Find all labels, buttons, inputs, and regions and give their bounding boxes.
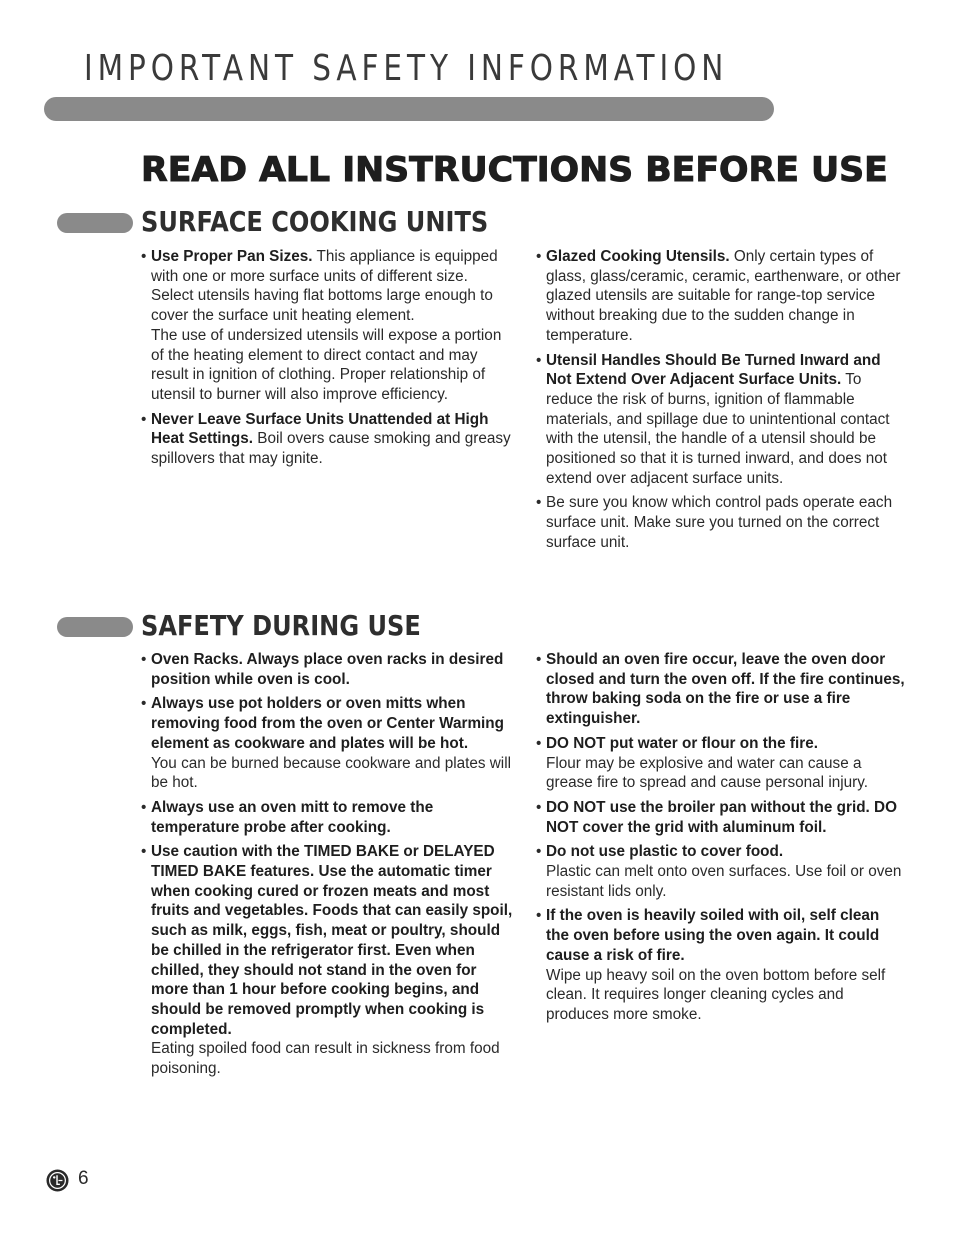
list-item: • DO NOT put water or flour on the fire. Flour may be explosive and water can cause a grease fire to spread and cause personal injury. [536,734,868,792]
list-item: • Should an oven fire occur, leave the oven door closed and turn the oven off. If the fire continues, throw baking soda on the fire or use a fire extinguisher. [536,651,905,728]
item-text: Boil overs cause smoking and greasy spillovers that may ignite. [151,430,511,468]
item-extra: The use of undersized utensils will expose a portion of the heating element to direct contact and may result in ignition of clothing. Proper relationship of utensil to burner will also improve efficiency. [151,326,502,403]
section-pill-surface [57,213,133,233]
lg-logo-icon [46,1169,69,1192]
list-item: • DO NOT use the broiler pan without the grid. DO NOT cover the grid with aluminum foil. [536,798,897,836]
item-bold: Should an oven fire occur, leave the oven door closed and turn the oven off. If the fire continues, throw baking soda on the fire or use a fire extinguisher. [546,651,905,728]
safety-right-column [536,650,906,1030]
item-bold: If the oven is heavily soiled with oil, self clean the oven before using the oven again. It could cause a risk of fire. [546,907,880,964]
item-bold: DO NOT put water or flour on the fire. [546,734,818,752]
list-item: • Use caution with the TIMED BAKE or DELAYED TIMED BAKE features. Use the automatic timer when cooking cured or frozen meats and most fruits and vegetables. Foods that can easily spoil, such as milk, eggs, fish, meat or poultry, should be chilled in the refrigerator first. Even when chilled, they should not stand in the oven for more than 1 hour before cooking begins, and should be removed promptly when cooking is completed. Eating spoiled food can result in sickness from food poisoning. [141,843,513,1078]
item-extra: Eating spoiled food can result in sickness from food poisoning. [151,1040,500,1078]
item-bold: Never Leave Surface Units Unattended at High Heat Settings. [151,410,489,448]
item-extra: Plastic can melt onto oven surfaces. Use foil or oven resistant lids only. [546,863,902,900]
item-text: Be sure you know which control pads operate each surface unit. Make sure you turned on the correct surface unit. [546,494,893,551]
list-item: • Do not use plastic to cover food. Plastic can melt onto oven surfaces. Use foil or oven resistant lids only. [536,843,902,900]
list-item: • Always use an oven mitt to remove the temperature probe after cooking. [141,798,434,836]
surface-left-column [141,247,513,474]
list-item: • Always use pot holders or oven mitts when removing food from the oven or Center Warming element as cookware and plates will be hot. You can be burned because cookware and plates will be hot. [141,695,512,792]
section-pill-safety [57,617,133,637]
list-item: • Glazed Cooking Utensils. Only certain types of glass, glass/ceramic, ceramic, earthenware, or other glazed utensils are suitable for range-top service without breaking due to the sudden change in temperature. [536,248,901,344]
list-item: • Be sure you know which control pads operate each surface unit. Make sure you turned on the correct surface unit. [536,494,893,551]
item-bold: Use Proper Pan Sizes. [151,248,313,265]
item-extra: You can be burned because cookware and plates will be hot. [151,754,512,792]
item-bold: Glazed Cooking Utensils. [546,248,730,265]
item-text: Only certain types of glass, glass/ceramic, ceramic, earthenware, or other glazed utensils are suitable for range-top service without breaking due to the sudden change in temperature. [546,248,901,344]
item-bold: Use caution with the TIMED BAKE or DELAYED TIMED BAKE features. Use the automatic timer when cooking cured or frozen meats and most fruits and vegetables. Foods that can easily spoil, such as milk, eggs, fish, meat or poultry, should be chilled in the refrigerator first. Even when chilled, they should not stand in the oven for more than 1 hour before cooking begins, and should be removed promptly when cooking is completed. [151,843,513,1038]
header-bar [44,97,774,121]
item-bold: Utensil Handles Should Be Turned Inward and Not Extend Over Adjacent Surface Units. [546,351,881,389]
page-header-title: IMPORTANT SAFETY INFORMATION [84,48,729,89]
main-heading: READ ALL INSTRUCTIONS BEFORE USE [141,150,888,190]
item-extra: Wipe up heavy soil on the oven bottom before self clean. It requires longer cleaning cycles and produces more smoke. [546,966,886,1023]
page-number: 6 [78,1168,89,1189]
item-bold: DO NOT use the broiler pan without the grid. DO NOT cover the grid with aluminum foil. [546,798,897,836]
section-title-surface: SURFACE COOKING UNITS [141,205,489,238]
item-extra: Flour may be explosive and water can cause a grease fire to spread and cause personal injury. [546,754,868,792]
surface-right-column [536,247,906,558]
item-bold: Always use an oven mitt to remove the temperature probe after cooking. [151,798,434,836]
list-item: • Oven Racks. Always place oven racks in desired position while oven is cool. [141,651,504,688]
list-item: • Utensil Handles Should Be Turned Inward and Not Extend Over Adjacent Surface Units. To reduce the risk of burns, ignition of flammable materials, and spillage due to unintentional contact with the utensil, the handle of a utensil should be positioned so that it is turned inward, and does not extend over adjacent surface units. [536,351,890,487]
item-text: This appliance is equipped with one or more surface units of different size. Select utensils having flat bottoms large enough to cover the surface unit heating element. [151,248,498,325]
section-title-safety: SAFETY DURING USE [141,609,421,642]
item-bold: Oven Racks. Always place oven racks in desired position while oven is cool. [151,651,504,688]
list-item: • Use Proper Pan Sizes. This appliance is equipped with one or more surface units of different size. Select utensils having flat bottoms large enough to cover the surface unit heating element. The use of undersized utensils will expose a portion of the heating element to direct contact and may result in ignition of clothing. Proper relationship of utensil to burner will also improve efficiency. [141,248,502,403]
safety-left-column [141,650,513,1084]
item-bold: Do not use plastic to cover food. [546,843,784,861]
list-item: • Never Leave Surface Units Unattended at High Heat Settings. Boil overs cause smoking and greasy spillovers that may ignite. [141,410,511,468]
list-item: • If the oven is heavily soiled with oil, self clean the oven before using the oven again. It could cause a risk of fire. Wipe up heavy soil on the oven bottom before self clean. It requires longer cleaning cycles and produces more smoke. [536,907,886,1023]
item-text: To reduce the risk of burns, ignition of flammable materials, and spillage due to unintentional contact with the utensil, the handle of a utensil should be positioned so that it is turned inward, and does not extend over adjacent surface units. [546,371,890,487]
item-bold: Always use pot holders or oven mitts when removing food from the oven or Center Warming element as cookware and plates will be hot. [151,695,504,752]
